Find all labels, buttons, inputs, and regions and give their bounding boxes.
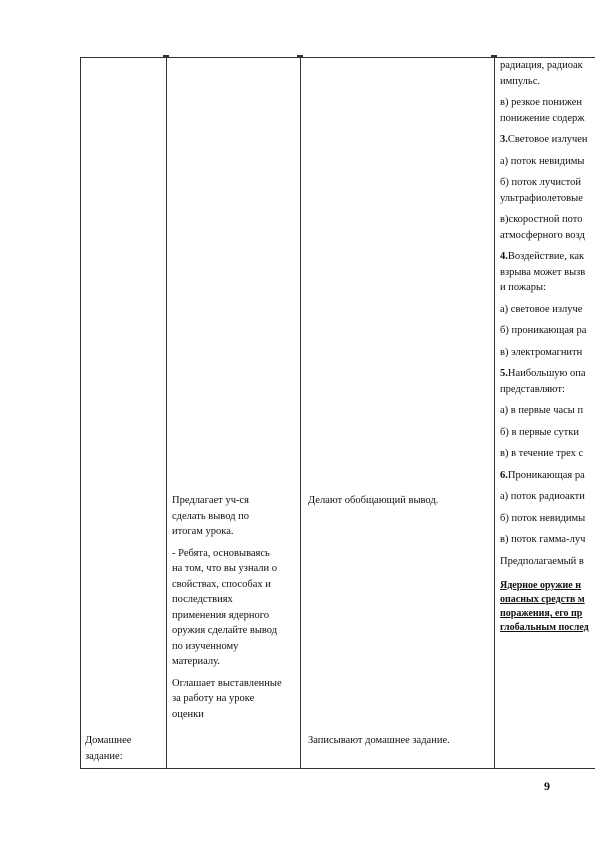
- quiz-option: б) поток лучистой ультрафиолетовые: [500, 177, 583, 204]
- quiz-option: а) поток радиоакти: [500, 491, 585, 502]
- teacher-grading-note: Оглашает выставленные за работу на уроке оценки: [172, 677, 282, 720]
- quiz-question: 3.Световое излучен: [500, 134, 588, 145]
- column-divider-1: [166, 57, 167, 769]
- border-tick: [491, 55, 497, 58]
- border-tick: [297, 55, 303, 58]
- student-conclusion-action: Делают обобщающий вывод.: [308, 495, 439, 506]
- student-homework-action: Записывают домашнее задание.: [308, 735, 450, 746]
- quiz-option: б) в первые сутки: [500, 426, 579, 438]
- quiz-option: в) электромагнитн: [500, 346, 583, 358]
- quiz-option: а) поток невидимы: [500, 155, 585, 167]
- column-divider-2: [300, 57, 301, 769]
- quiz-option: б) проникающая ра: [500, 325, 587, 336]
- quiz-question: 6.Проникающая ра: [500, 469, 585, 481]
- homework-label: Домашнее задание:: [85, 735, 132, 762]
- quiz-content: [500, 58, 595, 635]
- column-divider-3: [494, 57, 495, 769]
- quiz-option: в) в течение трех с: [500, 448, 584, 459]
- teacher-activity: [172, 493, 298, 728]
- teacher-prompt-conclusion: Предлагает уч-ся сделать вывод по итогам урока.: [172, 495, 249, 537]
- expected-conclusion-text: Ядерное оружие н опасных средств м поражения, его пр глобальным послед: [500, 580, 589, 633]
- quiz-option: а) световое излуче: [500, 303, 583, 315]
- quiz-line: в) резкое понижен понижение содерж: [500, 97, 585, 124]
- quiz-line: радиация, радиоак импульс.: [500, 60, 583, 87]
- quiz-option: в) поток гамма-луч: [500, 534, 586, 545]
- border-tick: [163, 55, 169, 58]
- quiz-option: а) в первые часы п: [500, 405, 584, 416]
- teacher-prompt-details: - Ребята, основываясь на том, что вы узнали о свойствах, способах и последствиях применения ядерного оружия сделайте вывод по изученному материалу.: [172, 547, 278, 667]
- quiz-question: 4.Воздействие, как взрыва может вызв и пожары:: [500, 251, 586, 293]
- table-bottom-border: [80, 768, 595, 769]
- table-left-border: [80, 57, 81, 769]
- quiz-option: в)скоростной пото атмосферного возд: [500, 214, 585, 241]
- expected-conclusion-label: Предполагаемый в: [500, 555, 584, 567]
- quiz-option: б) поток невидимы: [500, 512, 586, 524]
- quiz-question: 5.Наибольшую опа представляют:: [500, 368, 586, 395]
- page-number: 9: [544, 779, 550, 793]
